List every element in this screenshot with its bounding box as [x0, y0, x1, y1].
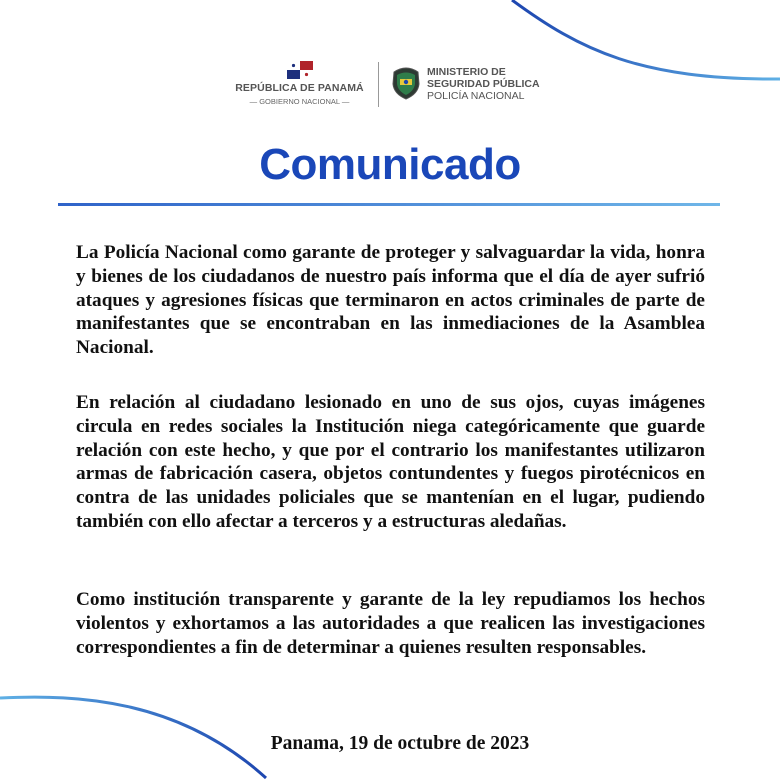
date-line: Panama, 19 de octubre de 2023 — [270, 733, 530, 754]
page-title: Comunicado — [259, 140, 521, 189]
government-subtitle: — GOBIERNO NACIONAL — — [249, 97, 350, 106]
title-underline — [58, 203, 720, 206]
paragraph-1: La Policía Nacional como garante de proteger y salvaguardar la vida, honra y bienes de los ciudadanos de nuestro país informa que el día de ayer sufrió ataques y agresiones físicas que terminaron en actos criminales de parte de manifestantes que se encontraban en las inmediaciones de la Asamblea Nacional. — [76, 242, 705, 359]
police-badge-icon — [390, 66, 422, 100]
ministry-line-3: POLICÍA NACIONAL — [427, 90, 525, 102]
ministry-title — [427, 67, 540, 90]
logo-divider — [378, 62, 379, 107]
paragraph-3: Como institución transparente y garante de la ley repudiamos los hechos violentos y exhortamos a las autoridades a que realicen las investigaciones correspondientes a fin de determinar a quienes resulten responsables. — [76, 589, 705, 658]
government-name: REPÚBLICA DE PANAMÁ — [235, 82, 364, 94]
ministry-line-2: SEGURIDAD PÚBLICA — [427, 77, 540, 90]
paragraph-2: En relación al ciudadano lesionado en uno de sus ojos, cuyas imágenes circula en redes sociales la Institución niega categóricamente que guarde relación con este hecho, y que por el contrario los manifestantes utilizaron armas de fabricación casera, objetos contundentes y fuegos pirotécnicos en contra de las unidades policiales que se mantenían en el lugar, pudiendo también con ello afectar a terceros y a estructuras aledañas. — [76, 392, 705, 532]
ministry-line-1: MINISTERIO DE — [427, 66, 506, 78]
panama-flag-icon — [287, 61, 313, 79]
